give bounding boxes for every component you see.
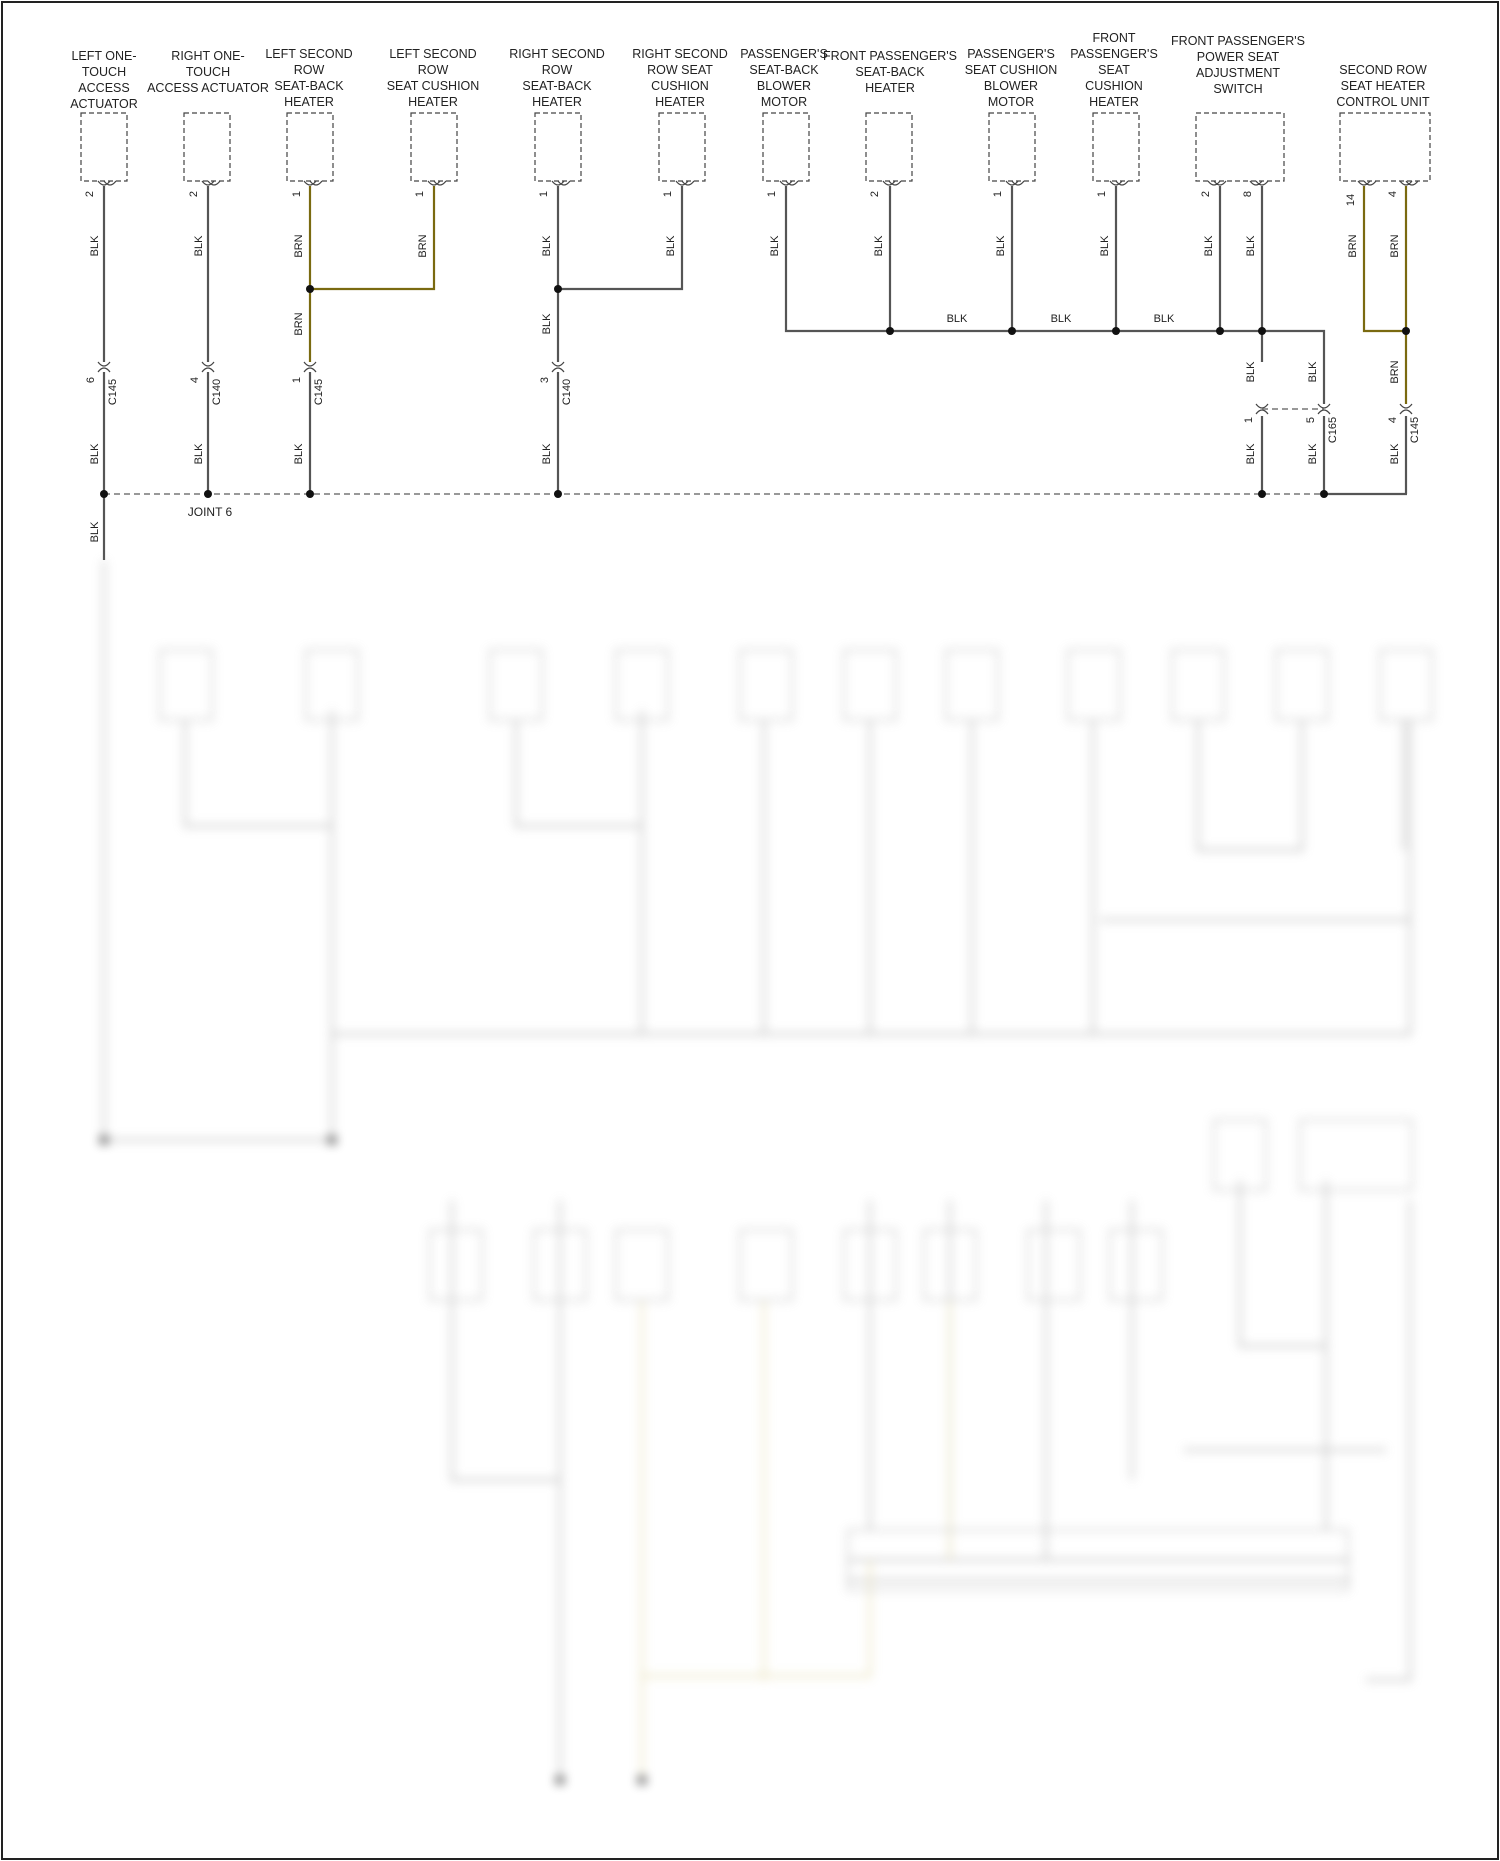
junction-dot <box>1402 327 1410 335</box>
connector-name: C145 <box>313 378 325 406</box>
pin-number: 1 <box>291 190 303 198</box>
component-box-passengers-seat-cushion-blower-motor <box>989 113 1035 181</box>
blurred-box <box>1300 1120 1412 1190</box>
component-label-right-one-touch-access-actuator: RIGHT ONE-TOUCH ACCESS ACTUATOR <box>147 49 269 95</box>
joint-label: JOINT 6 <box>187 505 233 519</box>
junction-dot <box>1216 327 1224 335</box>
component-label-left-second-row-seat-cushion-heater: LEFT SECOND ROW SEAT CUSHION HEATER <box>386 47 480 109</box>
connector-pin: 4 <box>189 376 201 384</box>
blurred-box <box>490 650 542 720</box>
pin-number: 1 <box>538 190 550 198</box>
wire-label: BLK <box>293 443 305 465</box>
wire-label: BLK <box>873 235 885 257</box>
component-label-front-passengers-seat-back-heater: FRONT PASSENGER'S SEAT-BACK HEATER <box>823 49 957 95</box>
blurred-wire <box>104 560 1410 1140</box>
wire-label: BLK <box>1203 235 1215 257</box>
component-label-front-passengers-seat-cushion-heater: FRONT PASSENGER'S SEAT CUSHION HEATER <box>1070 31 1158 109</box>
component-box-right-second-row-seat-cushion-heater <box>659 113 705 181</box>
connector-pin: 1 <box>291 376 303 384</box>
blurred-box <box>1110 1230 1162 1300</box>
wire-label: BLK <box>89 521 101 543</box>
blurred-box <box>616 1230 668 1300</box>
component-label-front-passengers-power-seat-adjustment-switch: FRONT PASSENGER'S POWER SEAT ADJUSTMENT SWITCH <box>1171 34 1305 96</box>
blurred-ground <box>99 1135 109 1145</box>
connector-name: C165 <box>1327 416 1339 444</box>
blurred-ground <box>327 1135 337 1145</box>
wire-label: BLK <box>193 235 205 257</box>
component-boxes <box>81 113 1430 181</box>
blurred-box <box>1276 650 1328 720</box>
pin-connectors <box>98 181 1418 185</box>
wire-blk <box>786 186 1262 331</box>
wire-blk <box>1262 186 1407 494</box>
blurred-box <box>1172 650 1224 720</box>
component-box-left-second-row-seat-back-heater <box>287 113 333 181</box>
blurred-ground <box>555 1775 565 1785</box>
wire-label: BLK <box>541 235 553 257</box>
wire-label: BLK <box>1245 235 1257 257</box>
wire-label: BLK <box>1307 361 1319 383</box>
blurred-box <box>1380 650 1432 720</box>
pin-number: 14 <box>1345 193 1357 207</box>
pin-number: 2 <box>1200 190 1212 198</box>
component-label-passengers-seat-cushion-blower-motor: PASSENGER'S SEAT CUSHION BLOWER MOTOR <box>964 47 1058 109</box>
blurred-box <box>740 650 792 720</box>
connector-pin: 3 <box>539 376 551 384</box>
connector-pin: 6 <box>85 376 97 384</box>
junction-dot <box>204 490 212 498</box>
component-box-right-one-touch-access-actuator <box>184 113 230 181</box>
wire-label: BLK <box>769 235 781 257</box>
component-label-second-row-seat-heater-control-unit: SECOND ROW SEAT HEATER CONTROL UNIT <box>1336 63 1430 109</box>
connector-name: C145 <box>107 378 119 406</box>
junction-dot <box>306 490 314 498</box>
wire-label: BLK <box>665 235 677 257</box>
wire-label: BRN <box>417 234 429 258</box>
wire-label: BLK <box>541 443 553 465</box>
wire-label: BLK <box>1245 361 1257 383</box>
wire-label: BRN <box>1389 234 1401 258</box>
inline-connectors <box>98 362 1412 414</box>
connector-pin: 4 <box>1387 416 1399 424</box>
connector-pin: 1 <box>1243 416 1255 424</box>
blurred-wire <box>452 1180 1410 1780</box>
component-box-front-passengers-seat-cushion-heater <box>1093 113 1139 181</box>
inline-connector <box>304 362 316 372</box>
wire-brn <box>310 186 434 362</box>
component-labels <box>70 31 1430 111</box>
pin-number: 1 <box>414 190 426 198</box>
wire-label: BLK <box>995 235 1007 257</box>
component-box-second-row-seat-heater-control-unit <box>1340 113 1430 181</box>
wire-label: BLK <box>1050 313 1072 325</box>
junction-dot <box>100 490 108 498</box>
component-label-left-second-row-seat-back-heater: LEFT SECOND ROW SEAT-BACK HEATER <box>265 47 353 109</box>
component-box-front-passengers-power-seat-adjustment-switch <box>1196 113 1284 181</box>
blurred-ground <box>637 1775 647 1785</box>
pin-number: 2 <box>84 190 96 198</box>
connector-name: C140 <box>211 378 223 406</box>
connector-name: C145 <box>1409 416 1421 444</box>
junction-dot <box>1258 490 1266 498</box>
wire-label: BLK <box>1245 443 1257 465</box>
wire-label: BLK <box>193 443 205 465</box>
blurred-box <box>430 1230 482 1300</box>
pin-number: 8 <box>1242 190 1254 198</box>
wire-label: BLK <box>1153 313 1175 325</box>
blurred-box <box>616 650 668 720</box>
component-box-left-one-touch-access-actuator <box>81 113 127 181</box>
wire-label: BLK <box>1099 235 1111 257</box>
pin-number: 4 <box>1387 190 1399 198</box>
component-box-right-second-row-seat-back-heater <box>535 113 581 181</box>
junction-dot <box>554 490 562 498</box>
pin-number: 1 <box>1096 190 1108 198</box>
pin-number: 1 <box>662 190 674 198</box>
component-box-left-second-row-seat-cushion-heater <box>411 113 457 181</box>
junction-dot <box>306 285 314 293</box>
junction-dot <box>554 285 562 293</box>
inline-connector <box>202 362 214 372</box>
wire-label: BRN <box>293 234 305 258</box>
component-label-left-one-touch-access-actuator: LEFT ONE-TOUCH ACCESS ACTUATOR <box>70 49 138 111</box>
component-label-right-second-row-seat-back-heater: RIGHT SECOND ROW SEAT-BACK HEATER <box>509 47 605 109</box>
pin-number: 1 <box>992 190 1004 198</box>
junction-dot <box>1112 327 1120 335</box>
pin-number: 1 <box>766 190 778 198</box>
inline-connector <box>552 362 564 372</box>
connector-labels <box>85 377 1421 443</box>
blurred-box <box>160 650 212 720</box>
wire-label: BRN <box>1389 360 1401 384</box>
blurred-box <box>844 650 896 720</box>
blurred-box <box>946 650 998 720</box>
inline-connector <box>98 362 110 372</box>
blurred-box <box>740 1230 792 1300</box>
component-box-passengers-seat-back-blower-motor <box>763 113 809 181</box>
blurred-box <box>1028 1230 1080 1300</box>
blurred-wire <box>642 1300 950 1780</box>
wire-label: BLK <box>89 443 101 465</box>
wire-label: BRN <box>293 312 305 336</box>
connector-name: C140 <box>561 378 573 406</box>
wire-label: BRN <box>1347 234 1359 258</box>
junction-dot <box>1320 490 1328 498</box>
blurred-lower-diagram <box>99 560 1432 1785</box>
pin-numbers <box>84 191 1399 206</box>
wire-labels <box>89 234 1401 542</box>
blurred-box <box>1068 650 1120 720</box>
wire-label: BLK <box>946 313 968 325</box>
junction-dot <box>886 327 894 335</box>
wire-label: BLK <box>541 313 553 335</box>
component-label-passengers-seat-back-blower-motor: PASSENGER'S SEAT-BACK BLOWER MOTOR <box>740 47 828 109</box>
junction-dot <box>1008 327 1016 335</box>
pin-number: 2 <box>188 190 200 198</box>
wire-label: BLK <box>1307 443 1319 465</box>
junction-dot <box>1258 327 1266 335</box>
component-box-front-passengers-seat-back-heater <box>866 113 912 181</box>
blurred-box <box>306 650 358 720</box>
wire-label: BLK <box>1389 443 1401 465</box>
blurred-box <box>1214 1120 1266 1190</box>
wire-label: BLK <box>89 235 101 257</box>
wire-blk <box>558 186 682 494</box>
pin-number: 2 <box>869 190 881 198</box>
component-label-right-second-row-seat-cushion-heater: RIGHT SECOND ROW SEAT CUSHION HEATER <box>632 47 728 109</box>
connector-pin: 5 <box>1305 416 1317 424</box>
inline-connector <box>1400 404 1412 414</box>
